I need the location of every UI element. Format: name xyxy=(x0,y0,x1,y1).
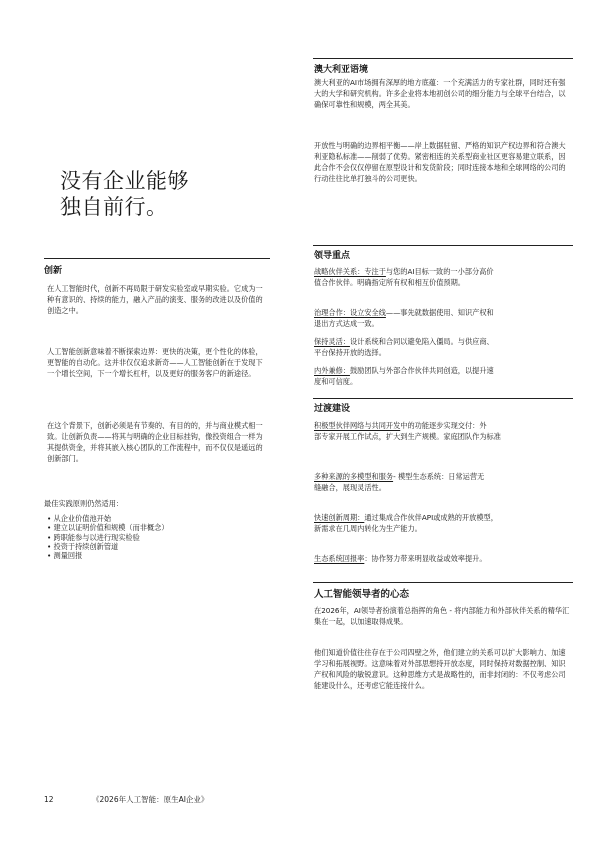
page-title-line-2: 独自前行。 xyxy=(60,195,168,219)
mindset-paragraph-2: 他们知道价值往往存在于公司四壁之外，他们建立的关系可以扩大影响力、加速学习和拓展视野。这意味着对外部思想持开放态度，同时保持对数据控制、知识产权和风险的敏锐意识。这种思维方式是战略性的，而非封闭的：不仅考虑公司能建设什么，还考虑它能连接什么。 xyxy=(314,648,566,690)
section-rule xyxy=(313,582,573,583)
transition-item-term: 多种来源的多模型和服务 xyxy=(314,472,394,481)
transition-item: 生态系统回报率：协作努力带来明显收益或效率提升。 xyxy=(314,554,487,563)
transition-item-term: 积极型伙伴网络与共同开发 xyxy=(314,421,401,430)
innovation-paragraph-2: 人工智能创新意味着不断探索边界：更快的决策，更个性化的体验，更智能的自动化。这并非仅仅追求新奇——人工智能创新在于发现下一个增长空间，下一个增长杠杆，以及更好的服务客户的新途径。 xyxy=(47,347,263,378)
section-rule xyxy=(313,398,573,399)
section-heading-innovation: 创新 xyxy=(44,266,63,276)
australia-paragraph-1: 澳大利亚的AI市场拥有深厚的地方底蕴：一个充满活力的专家社群，同时还有强大的大学和研究机构。许多企业将本地初创公司的细分能力与全球平台结合，以确保可靠性和规模，两全其美。 xyxy=(314,78,566,109)
innovation-paragraph-3: 在这个背景下，创新必须是有节奏的、有目的的，并与商业模式相一致。让创新负责——将其与明确的企业目标挂钩，像投资组合一样为其提供资金，并将其嵌入核心团队的工作流程中，而不仅仅是遥远的创新部门。 xyxy=(47,421,263,463)
leadership-item: 内外兼修：鼓励团队与外部合作伙伴共同创造，以提升速 度和可信度。 xyxy=(314,366,494,386)
footer-document-title: 《2026年人工智能：原生AI企业》 xyxy=(92,795,209,804)
leadership-item-term: 保持灵活： xyxy=(314,337,350,346)
section-rule xyxy=(313,245,573,246)
leadership-item: 治理合作：设立安全线——事先就数据使用、知识产权和 退出方式达成一致。 xyxy=(314,308,494,328)
page-title-line-1: 没有企业能够 xyxy=(60,169,189,193)
leadership-item: 保持灵活：设计系统和合同以避免陷入僵局。与供应商、 平台保持开放的选择。 xyxy=(314,337,494,357)
transition-item: 快速创新周期：通过集成合作伙伴API或成熟的开放模型， 新需求在几周内转化为生产能力。 xyxy=(314,513,498,533)
section-heading-mindset: 人工智能领导者的心态 xyxy=(314,589,410,600)
section-heading-transition: 过渡建设 xyxy=(314,404,351,414)
innovation-paragraph-1: 在人工智能时代，创新不再局限于研发实验室或早期实验。它成为一种有意识的、持续的能力，融入产品的演变、服务的改进以及价值的创造之中。 xyxy=(47,284,263,315)
leadership-item-term: 内外兼修： xyxy=(314,366,350,375)
best-practice-intro: 最佳实践原则仍然适用： xyxy=(44,499,124,508)
transition-item-term: 生态系统回报率 xyxy=(314,554,365,563)
list-item: • 建立以证明价值和规模（而非概念） xyxy=(47,523,267,532)
leadership-item-term: 治理合作：设立安全线 xyxy=(314,308,386,317)
section-rule xyxy=(44,258,270,259)
leadership-item-term: 战略伙伴关系：专注于 xyxy=(314,267,386,276)
page-number: 12 xyxy=(44,795,54,804)
australia-paragraph-2: 开放性与明确的边界相平衡——岸上数据驻留、严格的知识产权边界和符合澳大利亚隐私标准——削弱了优势。紧密相连的关系型商业社区更容易建立联系，因此合作不会仅仅停留在原型设计和发货阶段；同时连接本地和全球网络的公司的行动往往比单打独斗的公司更快。 xyxy=(314,141,566,183)
section-heading-australia: 澳大利亚语境 xyxy=(314,65,369,75)
section-rule xyxy=(313,58,573,59)
mindset-paragraph-1: 在2026年，AI领导者扮演着总指挥的角色 - 将内部能力和外部伙伴关系的精华汇集在一起，以加速取得成果。 xyxy=(314,606,570,626)
list-item: • 跨职能参与以进行现实检验 xyxy=(47,533,267,542)
best-practice-list xyxy=(47,514,267,560)
transition-item-term: 快速创新周期： xyxy=(314,513,365,522)
transition-item: 积极型伙伴网络与共同开发中的功能逐步实现交付：外 部专家开展工作试点，扩大到生产规模。家庭团队作为标准 xyxy=(314,421,501,441)
transition-item: 多种来源的多模型和服务- 模型生态系统：日常运营无 缝融合，展现灵活性。 xyxy=(314,472,485,492)
list-item: • 测量回报 xyxy=(47,551,267,560)
list-item: • 投资于持续创新管道 xyxy=(47,542,267,551)
list-item: • 从企业价值池开始 xyxy=(47,514,267,523)
leadership-item: 战略伙伴关系：专注于与您的AI目标一致的一小部分高价 值合作伙伴。明确指定所有权和相互价值预期。 xyxy=(314,267,494,287)
section-heading-leadership: 领导重点 xyxy=(314,251,351,261)
